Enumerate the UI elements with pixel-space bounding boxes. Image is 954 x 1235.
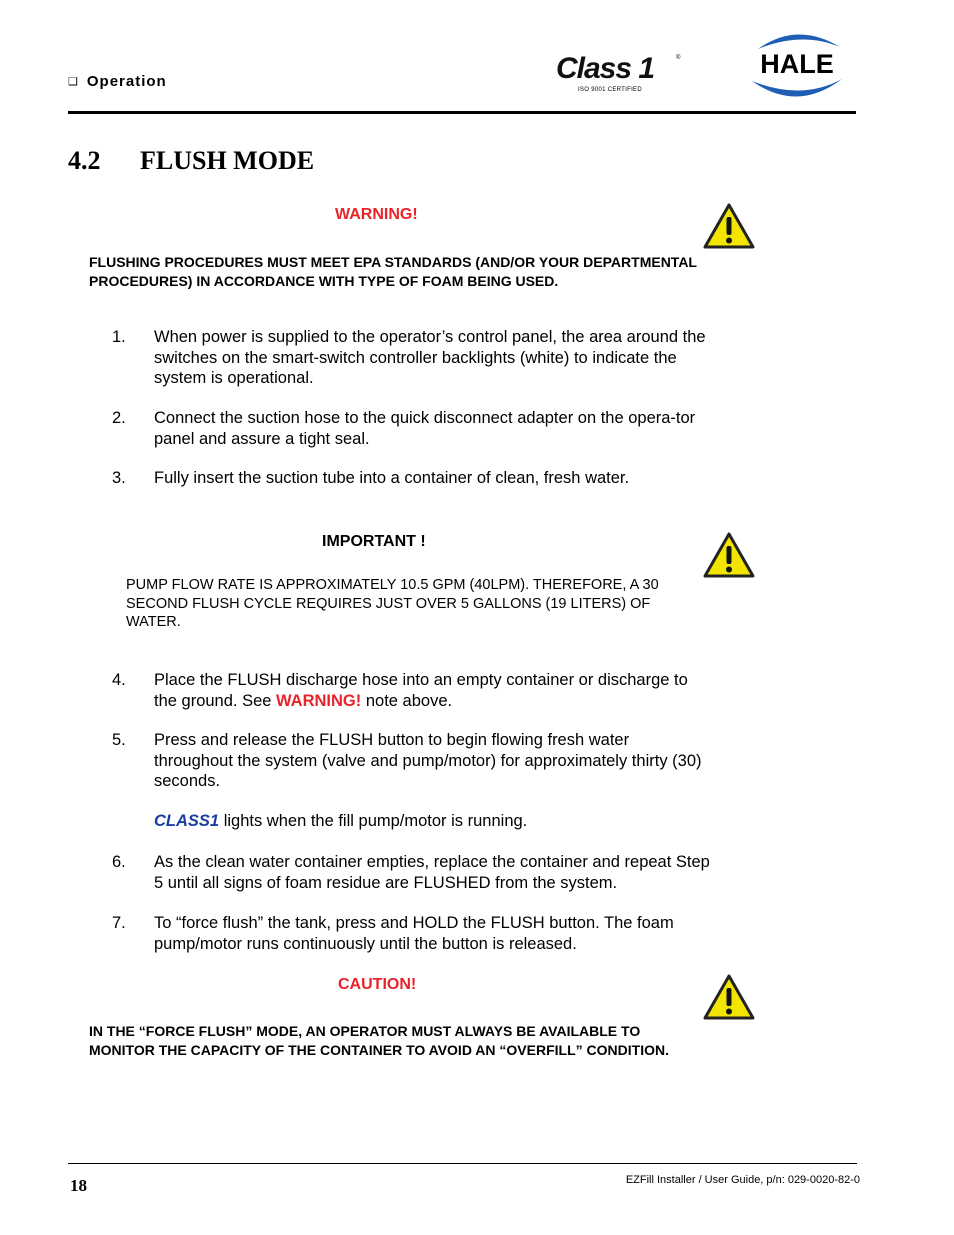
step-text-post: note above. [361, 691, 453, 710]
list-item [112, 468, 712, 489]
list-item [112, 408, 712, 449]
list-item [112, 327, 712, 389]
step-text: Connect the suction hose to the quick disconnect adapter on the opera-tor panel and assure a tight seal. [154, 409, 696, 448]
footer-rule [68, 1163, 857, 1164]
list-item [112, 730, 712, 792]
class1-logo [556, 52, 682, 98]
section-number: 4.2 [68, 146, 101, 175]
hale-logo-text: HALE [760, 49, 834, 79]
footer-doc-reference: EZFill Installer / User Guide, p/n: 029-0020-82-0 [625, 1174, 860, 1186]
step-number: 7. [112, 914, 126, 932]
caution-body: IN THE “FORCE FLUSH” MODE, AN OPERATOR MUST ALWAYS BE AVAILABLE TO MONITOR THE CAPACITY OF THE CONTAINER TO AVOID AN “OVERFILL” CONDITION. [89, 1023, 669, 1058]
step-text [154, 670, 712, 711]
section-label-text: Operation [86, 73, 167, 90]
section-label [68, 73, 167, 90]
step-text: Fully insert the suction tube into a container of clean, fresh water. [154, 469, 630, 487]
warning-triangle-icon [702, 202, 756, 250]
warning-triangle-icon [702, 531, 756, 579]
page-number: 18 [70, 1176, 87, 1195]
list-item [112, 913, 712, 954]
step-text: As the clean water container empties, replace the container and repeat Step 5 until all signs of foam residue are FLUSHED from the system. [154, 853, 710, 892]
step-number: 5. [112, 731, 126, 749]
step-text-pre: Place the FLUSH discharge hose into an empty container or discharge to the ground. See [154, 671, 688, 710]
list-item [112, 852, 712, 893]
warning-heading: WARNING! [335, 206, 418, 223]
step-note [112, 811, 712, 832]
class1-brand-text: CLASS1 [154, 812, 220, 830]
step-text: Press and release the FLUSH button to begin flowing fresh water throughout the system (valve and pump/motor) for approximately thirty (30) seconds. [154, 731, 702, 790]
step-text: When power is supplied to the operator’s control panel, the area around the switches on the smart-switch controller backlights (white) to indicate the system is operational. [154, 328, 706, 387]
list-item [112, 670, 712, 711]
checkbox-bullet-icon: ❑ [68, 76, 79, 88]
note-text: lights when the fill pump/motor is running. [219, 812, 528, 830]
warning-body: FLUSHING PROCEDURES MUST MEET EPA STANDARDS (AND/OR YOUR DEPARTMENTAL PROCEDURES) IN ACCORDANCE WITH TYPE OF FOAM BEING USED. [89, 254, 697, 289]
step-number: 3. [112, 469, 126, 487]
header-rule [68, 111, 856, 114]
caution-heading: CAUTION! [338, 976, 417, 993]
important-body: PUMP FLOW RATE IS APPROXIMATELY 10.5 GPM (40LPM). THEREFORE, A 30 SECOND FLUSH CYCLE REQUIRES JUST OVER 5 GALLONS (19 LITERS) OF WATER. [126, 577, 659, 630]
class1-logo-text: Class 1 [556, 52, 655, 85]
warning-reference: WARNING! [276, 691, 362, 710]
important-heading: IMPORTANT ! [322, 533, 426, 550]
warning-triangle-icon [702, 973, 756, 1021]
step-text: To “force flush” the tank, press and HOLD the FLUSH button. The foam pump/motor runs continuously until the button is released. [154, 914, 674, 953]
page-title [68, 146, 314, 176]
class1-registered-mark: ® [676, 55, 681, 61]
step-number: 1. [112, 328, 126, 346]
step-number: 6. [112, 853, 126, 871]
section-title: FLUSH MODE [140, 146, 315, 175]
hale-logo [742, 29, 852, 101]
step-number: 2. [112, 409, 126, 427]
step-number: 4. [112, 671, 126, 689]
class1-iso-text: ISO 9001 CERTIFIED [578, 87, 642, 93]
